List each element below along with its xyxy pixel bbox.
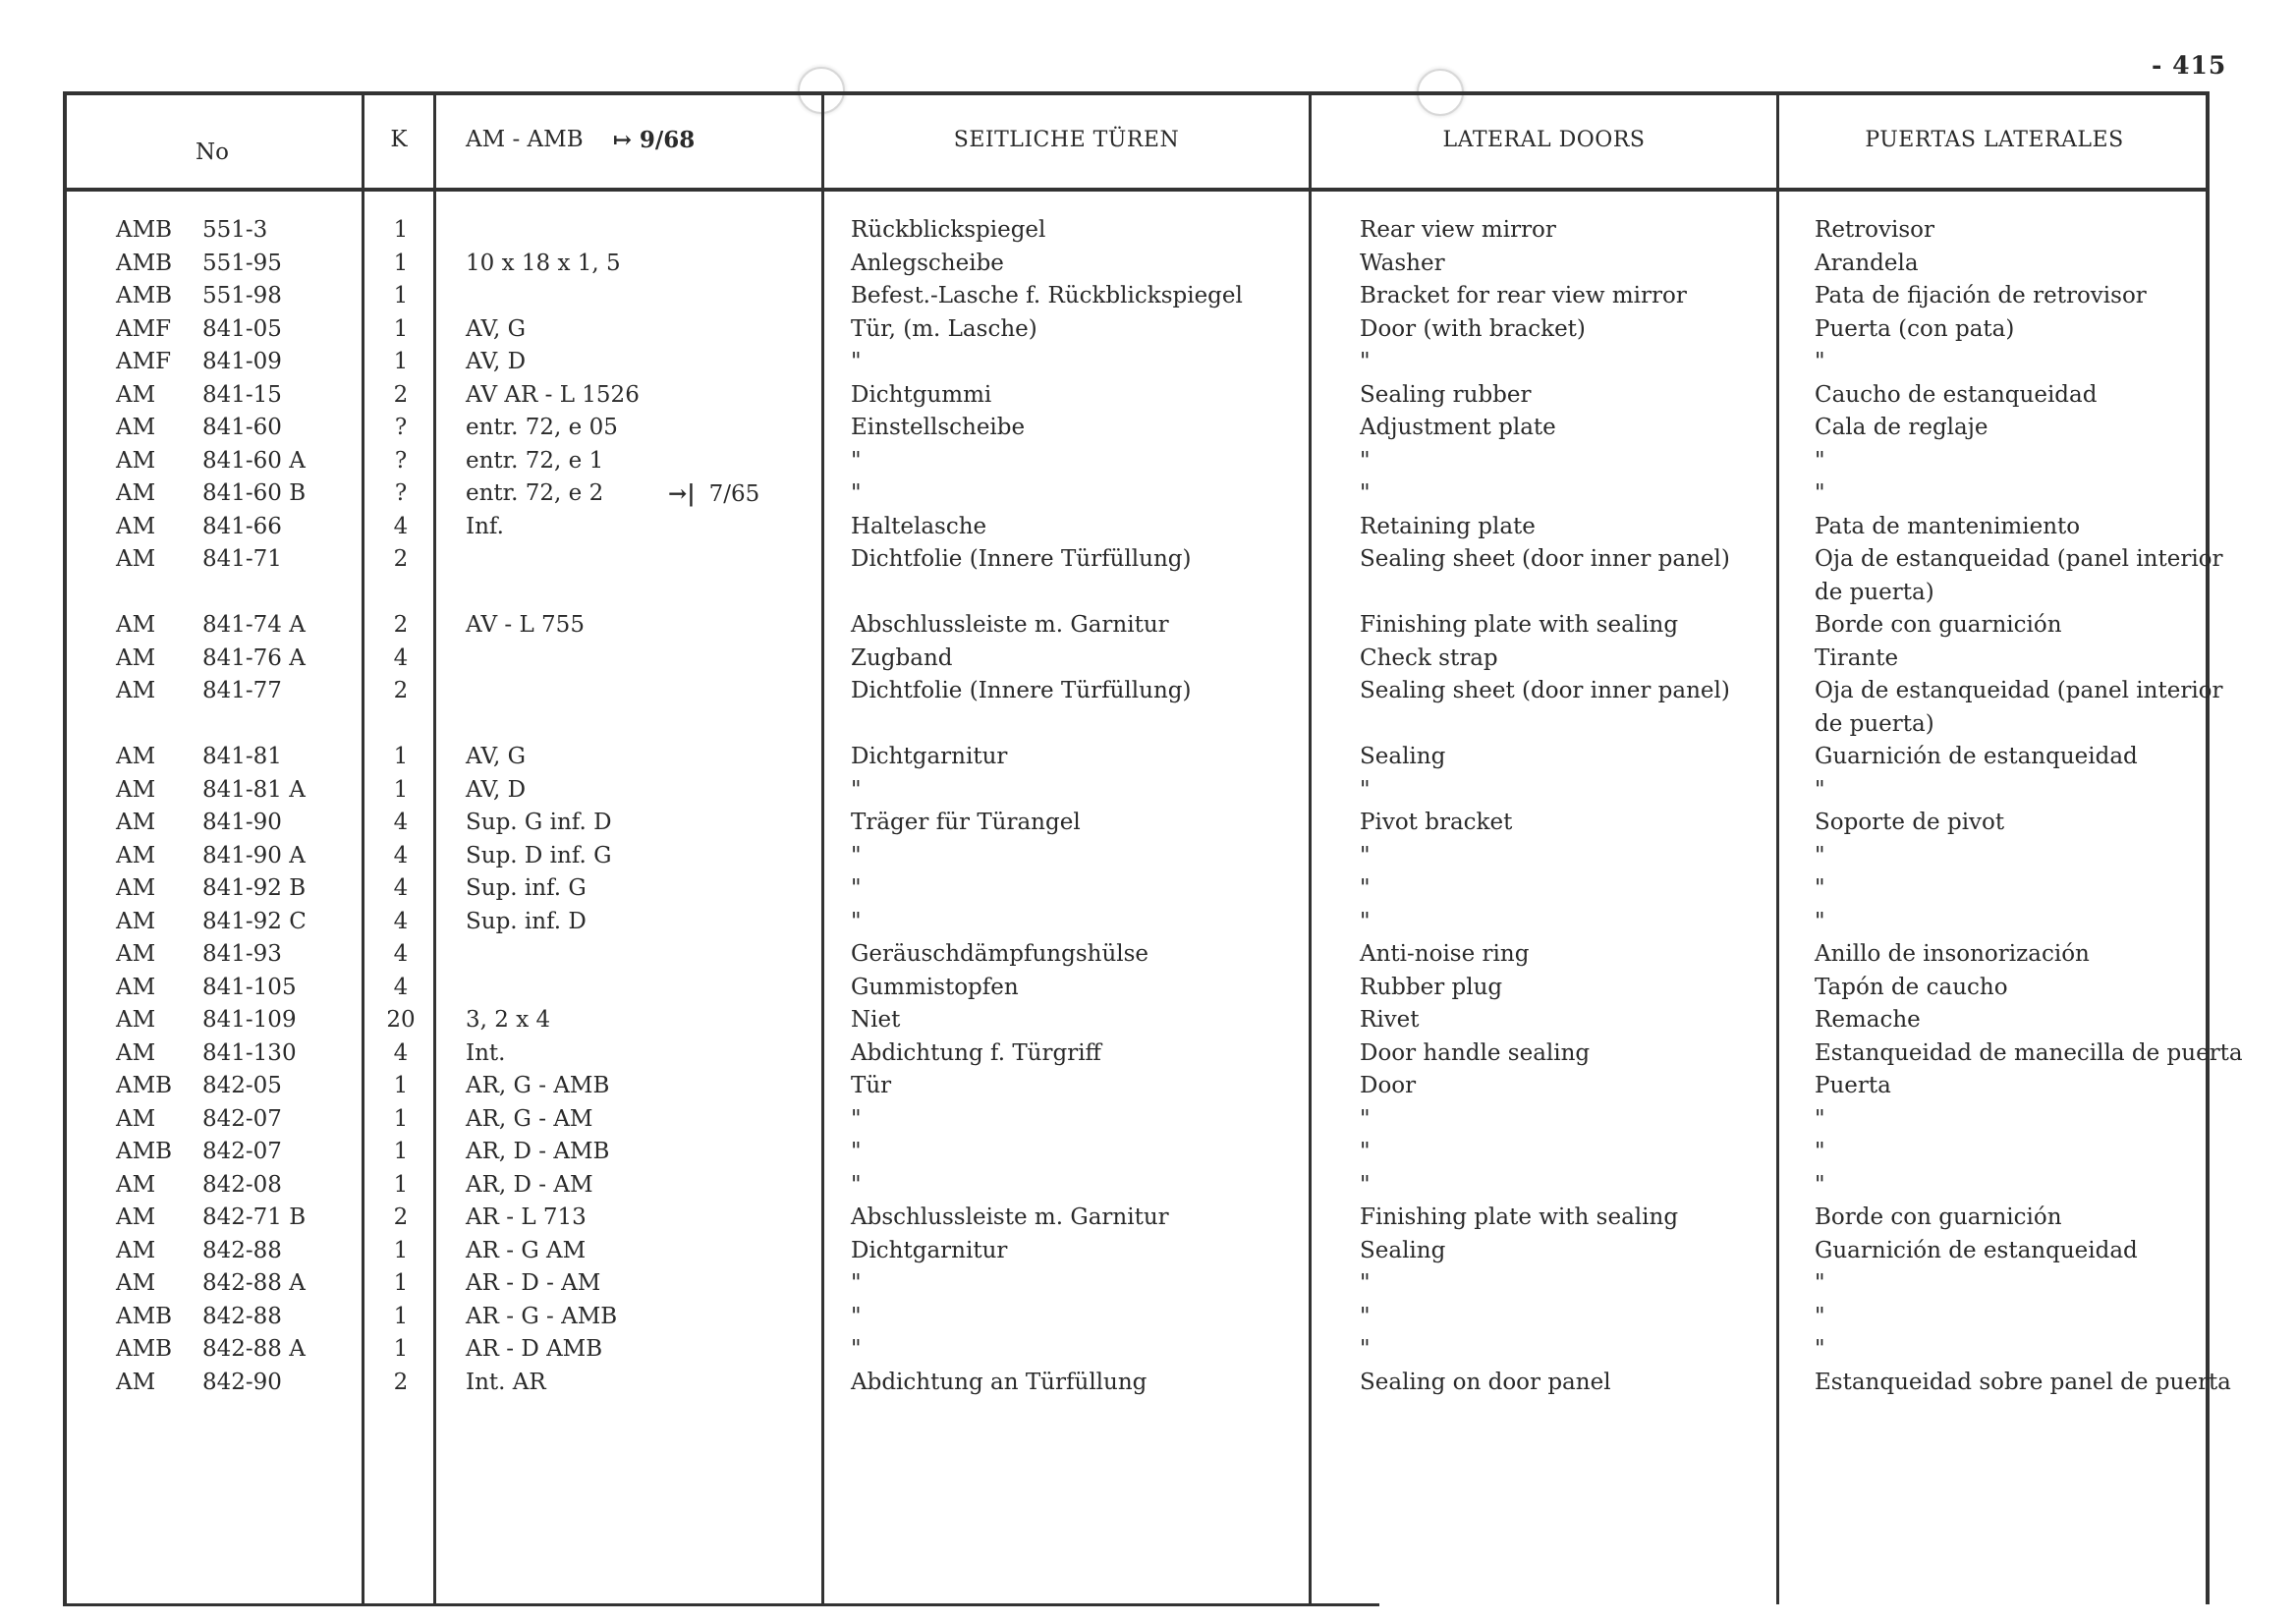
application: Int. [466,1040,506,1066]
quantity: 4 [393,875,409,901]
description-es: " [1815,875,1825,901]
header-k-label: K [390,127,408,152]
table-row [0,313,2296,346]
quantity: ? [394,415,408,440]
part-number: 842-07 [202,1139,282,1164]
application: entr. 72, e 05 [466,415,618,440]
description-es: " [1815,480,1825,506]
part-prefix: AM [116,546,156,572]
part-prefix: AM [116,1204,156,1230]
quantity: 1 [393,744,409,769]
validity-date: 7/65 [708,481,760,507]
header-no [63,98,362,185]
application: Sup. inf. G [466,875,587,901]
table-row [0,1202,2296,1234]
table-bottom-rule [63,1603,1379,1606]
part-number: 841-60 B [202,480,307,506]
table-row [0,214,2296,247]
description-es: Caucho de estanqueidad [1815,382,2098,408]
description-es: Puerta (con pata) [1815,316,2015,342]
description-en: Sealing [1360,1238,1446,1263]
description-en: Finishing plate with sealing [1360,1204,1679,1230]
quantity: 1 [393,1304,409,1329]
description-de: Niet [851,1007,901,1033]
description-en: Sealing [1360,744,1446,769]
description-en: Sealing rubber [1360,382,1532,408]
description-en: " [1360,1172,1371,1198]
description-de: " [851,448,862,474]
description-de: Gummistopfen [851,975,1019,1000]
description-en: Door handle sealing [1360,1040,1591,1066]
description-es: de puerta) [1815,711,1934,737]
page-number: - 415 [2152,51,2227,80]
description-es: Cala de reglaje [1815,415,1988,440]
table-row [0,938,2296,971]
description-en: Pivot bracket [1360,810,1513,835]
validity-note [668,477,759,511]
part-prefix: AMF [116,349,172,374]
part-number: 842-90 [202,1370,282,1395]
description-es: Puerta [1815,1073,1891,1098]
part-prefix: AM [116,909,156,934]
application: Sup. inf. D [466,909,587,934]
description-en: " [1360,777,1371,803]
description-es: " [1815,909,1825,934]
quantity: 1 [393,1172,409,1198]
description-es: Remache [1815,1007,1921,1033]
quantity: 1 [393,1073,409,1098]
description-en: " [1360,448,1371,474]
part-prefix: AMF [116,316,172,342]
part-prefix: AM [116,777,156,803]
part-number: 841-109 [202,1007,297,1033]
application: AV, D [466,349,527,374]
application: AR, D - AMB [466,1139,610,1164]
description-en: " [1360,843,1371,868]
header-no-label: No [196,140,229,165]
description-es: Tirante [1815,645,1899,671]
part-prefix: AM [116,1370,156,1395]
description-en: " [1360,1304,1371,1329]
description-de: " [851,480,862,506]
description-de: " [851,909,862,934]
description-de: Befest.-Lasche f. Rückblickspiegel [851,283,1243,308]
quantity: 2 [393,546,409,572]
table-row [0,1004,2296,1036]
application: Sup. D inf. G [466,843,612,868]
part-number: 841-15 [202,382,282,408]
part-prefix: AMB [116,1304,173,1329]
description-en: Rivet [1360,1007,1420,1033]
description-en: " [1360,1336,1371,1362]
table-row [0,280,2296,312]
description-de: Tür [851,1073,892,1098]
description-de: " [851,1106,862,1132]
part-prefix: AM [116,645,156,671]
application: Sup. G inf. D [466,810,612,835]
table-row [0,346,2296,378]
part-number: 842-88 [202,1238,282,1263]
description-en: Sealing on door panel [1360,1370,1611,1395]
part-number: 842-88 A [202,1270,306,1296]
description-en: Rubber plug [1360,975,1503,1000]
part-number: 841-81 A [202,777,306,803]
description-en: Finishing plate with sealing [1360,612,1679,638]
description-de: Abdichtung f. Türgriff [851,1040,1101,1066]
quantity: 1 [393,1270,409,1296]
application: AR, G - AMB [466,1073,610,1098]
part-number: 841-76 A [202,645,306,671]
description-es: " [1815,1304,1825,1329]
part-prefix: AM [116,612,156,638]
quantity: 4 [393,975,409,1000]
part-prefix: AM [116,1270,156,1296]
application: AV, D [466,777,527,803]
description-es: Borde con guarnición [1815,1204,2062,1230]
application: AR - L 713 [466,1204,587,1230]
quantity: 1 [393,283,409,308]
quantity: 1 [393,1139,409,1164]
application: AR - D AMB [466,1336,603,1362]
description-de: " [851,875,862,901]
description-es: Anillo de insonorización [1815,941,2090,967]
table-row [0,872,2296,905]
description-de: " [851,1270,862,1296]
header-am-label: AM - AMB [466,127,584,152]
description-de: " [851,1304,862,1329]
part-prefix: AM [116,448,156,474]
part-prefix: AM [116,843,156,868]
description-de: Einstellscheibe [851,415,1026,440]
table-row [0,972,2296,1004]
part-prefix: AM [116,382,156,408]
application: entr. 72, e 1 [466,448,604,474]
application: Inf. [466,514,504,539]
quantity: 1 [393,349,409,374]
application: AR - D - AM [466,1270,601,1296]
part-number: 551-95 [202,251,282,276]
application: AR, G - AM [466,1106,593,1132]
table-row [0,1103,2296,1136]
description-es: Arandela [1815,251,1919,276]
part-prefix: AM [116,1007,156,1033]
description-de: Träger für Türangel [851,810,1081,835]
part-number: 841-77 [202,678,282,703]
part-prefix: AM [116,514,156,539]
description-de: " [851,1172,862,1198]
header-de-label: SEITLICHE TÜREN [953,127,1180,152]
description-de: " [851,1336,862,1362]
part-number: 841-71 [202,546,282,572]
table-row [0,1367,2296,1399]
application: 10 x 18 x 1, 5 [466,251,621,276]
quantity: 4 [393,1040,409,1066]
part-prefix: AM [116,1040,156,1066]
header-k [364,91,433,188]
description-de: Dichtgarnitur [851,744,1008,769]
part-number: 551-3 [202,217,268,243]
part-number: 842-05 [202,1073,282,1098]
part-prefix: AM [116,975,156,1000]
description-de: Dichtfolie (Innere Türfüllung) [851,678,1192,703]
description-es: " [1815,1270,1825,1296]
description-en: " [1360,1106,1371,1132]
description-es: " [1815,1139,1825,1164]
quantity: 2 [393,382,409,408]
description-de: " [851,777,862,803]
quantity: 2 [393,612,409,638]
header-divider [63,188,2210,192]
part-prefix: AMB [116,251,173,276]
description-es: Soporte de pivot [1815,810,2005,835]
quantity: 1 [393,1106,409,1132]
application: AV - L 755 [466,612,585,638]
description-en: Retaining plate [1360,514,1536,539]
description-de: Rückblickspiegel [851,217,1046,243]
quantity: 1 [393,1238,409,1263]
description-es: " [1815,777,1825,803]
application: AV, G [466,744,527,769]
description-es: de puerta) [1815,580,1934,605]
description-en: Bracket for rear view mirror [1360,283,1687,308]
description-en: " [1360,909,1371,934]
part-prefix: AMB [116,1139,173,1164]
part-number: 841-93 [202,941,282,967]
part-number: 551-98 [202,283,282,308]
quantity: 1 [393,217,409,243]
part-prefix: AM [116,415,156,440]
table-row [0,1301,2296,1333]
header-es-label: PUERTAS LATERALES [1865,127,2124,152]
description-es: " [1815,349,1825,374]
until-arrow-icon: →| [668,480,696,507]
part-number: 841-60 [202,415,282,440]
table-row [0,543,2296,576]
description-de: Zugband [851,645,953,671]
description-es: Estanqueidad de manecilla de puerta [1815,1040,2243,1066]
table-row [0,1267,2296,1300]
table-row [0,1070,2296,1102]
description-de: Haltelasche [851,514,987,539]
table-row [0,511,2296,543]
description-en: " [1360,875,1371,901]
part-number: 841-66 [202,514,282,539]
part-number: 841-81 [202,744,282,769]
part-number: 841-60 A [202,448,306,474]
quantity: 4 [393,514,409,539]
part-prefix: AM [116,1238,156,1263]
table-row [0,477,2296,510]
description-es: Guarnición de estanqueidad [1815,1238,2138,1263]
table-row [0,445,2296,477]
table-row [0,1136,2296,1168]
table-row [0,1235,2296,1267]
part-number: 841-90 [202,810,282,835]
description-es: Oja de estanqueidad (panel interior [1815,546,2223,572]
header-de [824,91,1309,188]
quantity: 20 [386,1007,416,1033]
table-row [0,1333,2296,1366]
part-number: 841-130 [202,1040,297,1066]
description-es: " [1815,843,1825,868]
quantity: 4 [393,941,409,967]
description-es: Pata de fijación de retrovisor [1815,283,2147,308]
application: AV, G [466,316,527,342]
application: AR - G AM [466,1238,587,1263]
quantity: ? [394,448,408,474]
table-row [0,708,2296,741]
part-prefix: AM [116,678,156,703]
table-row [0,675,2296,707]
description-en: Door [1360,1073,1417,1098]
description-en: " [1360,1270,1371,1296]
description-es: Retrovisor [1815,217,1935,243]
description-en: Anti-noise ring [1360,941,1530,967]
description-de: " [851,1139,862,1164]
quantity: 1 [393,777,409,803]
quantity: 2 [393,1370,409,1395]
quantity: 1 [393,316,409,342]
part-number: 841-05 [202,316,282,342]
description-de: Abschlussleiste m. Garnitur [851,1204,1169,1230]
description-de: Dichtfolie (Innere Türfüllung) [851,546,1192,572]
part-number: 842-71 B [202,1204,307,1230]
description-es: Borde con guarnición [1815,612,2062,638]
part-number: 841-92 C [202,909,307,934]
quantity: 4 [393,909,409,934]
part-prefix: AMB [116,217,173,243]
description-de: " [851,349,862,374]
table-row [0,643,2296,675]
part-prefix: AMB [116,283,173,308]
header-am [436,91,821,188]
description-es: Oja de estanqueidad (panel interior [1815,678,2223,703]
application: Int. AR [466,1370,546,1395]
description-de: Dichtgummi [851,382,992,408]
part-prefix: AM [116,941,156,967]
description-es: " [1815,1336,1825,1362]
table-row [0,379,2296,412]
description-en: Sealing sheet (door inner panel) [1360,546,1730,572]
part-number: 841-09 [202,349,282,374]
part-prefix: AM [116,1106,156,1132]
table-row [0,840,2296,872]
description-es: Estanqueidad sobre panel de puerta [1815,1370,2231,1395]
description-en: Washer [1360,251,1445,276]
quantity: ? [394,480,408,506]
description-es: " [1815,1172,1825,1198]
part-number: 842-08 [202,1172,282,1198]
description-en: " [1360,1139,1371,1164]
description-en: " [1360,349,1371,374]
description-de: Abdichtung an Türfüllung [851,1370,1148,1395]
description-de: Anlegscheibe [851,251,1004,276]
header-am-validity: ↦ 9/68 [612,126,696,153]
header-en-label: LATERAL DOORS [1442,127,1646,152]
part-prefix: AMB [116,1336,173,1362]
table-row [0,1037,2296,1070]
part-number: 842-88 A [202,1336,306,1362]
description-es: Tapón de caucho [1815,975,2008,1000]
description-de: Geräuschdämpfungshülse [851,941,1149,967]
description-de: " [851,843,862,868]
part-prefix: AMB [116,1073,173,1098]
table-row [0,577,2296,609]
table-row [0,1169,2296,1202]
description-es: " [1815,448,1825,474]
description-en: Sealing sheet (door inner panel) [1360,678,1730,703]
application: entr. 72, e 2 [466,480,604,506]
part-number: 841-105 [202,975,297,1000]
description-en: " [1360,480,1371,506]
part-prefix: AM [116,810,156,835]
part-number: 841-90 A [202,843,306,868]
quantity: 2 [393,678,409,703]
table-row [0,906,2296,938]
quantity: 4 [393,843,409,868]
description-es: Guarnición de estanqueidad [1815,744,2138,769]
description-en: Rear view mirror [1360,217,1556,243]
part-number: 841-92 B [202,875,307,901]
description-en: Door (with bracket) [1360,316,1586,342]
quantity: 2 [393,1204,409,1230]
part-number: 842-88 [202,1304,282,1329]
description-en: Adjustment plate [1360,415,1556,440]
description-en: Check strap [1360,645,1498,671]
application: AV AR - L 1526 [466,382,640,408]
quantity: 4 [393,645,409,671]
description-es: " [1815,1106,1825,1132]
table-row [0,807,2296,839]
part-number: 841-74 A [202,612,306,638]
table-row [0,412,2296,444]
quantity: 4 [393,810,409,835]
table-row [0,248,2296,280]
description-de: Tür, (m. Lasche) [851,316,1037,342]
description-de: Abschlussleiste m. Garnitur [851,612,1169,638]
description-es: Pata de mantenimiento [1815,514,2081,539]
part-prefix: AM [116,875,156,901]
description-de: Dichtgarnitur [851,1238,1008,1263]
quantity: 1 [393,1336,409,1362]
application: AR - G - AMB [466,1304,618,1329]
part-number: 842-07 [202,1106,282,1132]
application: AR, D - AM [466,1172,593,1198]
part-prefix: AM [116,744,156,769]
part-prefix: AM [116,480,156,506]
table-row [0,741,2296,773]
part-prefix: AM [116,1172,156,1198]
header-en [1312,91,1776,188]
header-es [1779,91,2210,188]
quantity: 1 [393,251,409,276]
table-row [0,609,2296,642]
table-row [0,774,2296,807]
application: 3, 2 x 4 [466,1007,551,1033]
